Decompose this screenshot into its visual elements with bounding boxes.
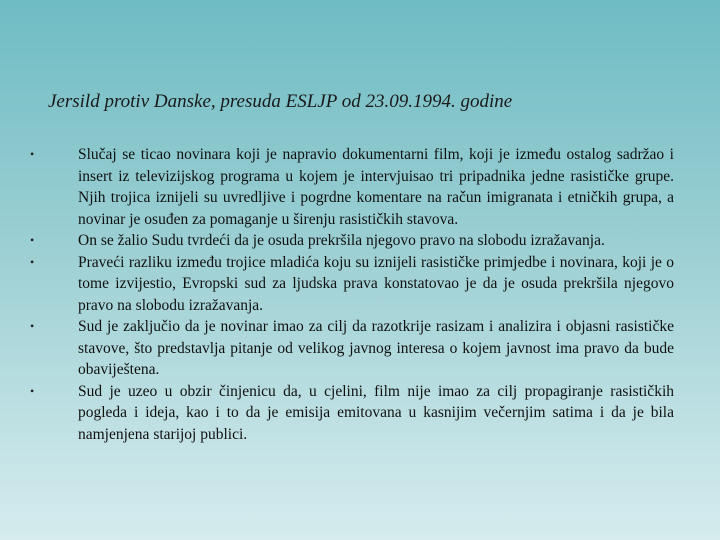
slide-title: Jersild protiv Danske, presuda ESLJP od 23.09.1994. godine (48, 91, 513, 112)
bullet-text: On se žalio Sudu tvrdeći da je osuda prekršila njegovo pravo na slobodu izražavanja. (78, 232, 605, 249)
bullet-text: Sud je zaključio da je novinar imao za cilj da razotkrije rasizam i analizira i objasni rasističke stavove, što predstavlja pitanje od velikog javnog interesa o kojem javnost ima pravo da bude obaviještena. (78, 318, 674, 378)
list-item (30, 381, 674, 446)
list-item (30, 230, 674, 252)
bullet-icon: • (30, 254, 35, 269)
bullet-list (30, 144, 674, 445)
bullet-icon: • (30, 319, 35, 333)
bullet-text: Praveći razliku između trojice mladića koju su iznijeli rasističke primjedbe i novinara, koji je o tome izvijestio, Evropski sud za ljudska prava konstatovao je da je osuda prekršila njegovo pravo na slobodu izražavanja. (78, 253, 674, 314)
bullet-icon: • (30, 147, 35, 161)
bullet-icon: • (30, 233, 35, 247)
list-item (30, 144, 674, 230)
list-item (30, 316, 674, 381)
bullet-text: Sud je uzeo u obzir činjenicu da, u cjelini, film nije imao za cilj propagiranje rasističkih pogleda i ideja, kao i to da je emisija emitovana u kasnijim večernjim satima i da je bila namjenjena starijoj publici. (78, 382, 674, 443)
list-item (30, 252, 674, 317)
bullet-text: Slučaj se ticao novinara koji je napravio dokumentarni film, koji je između ostalog sadržao i insert iz televizijskog programa u kojem je intervjuisao tri pripadnika jedne rasističke grupe. Njih trojica iznijeli su uvredljive i pogrdne komentare na račun imigranata i etničkih grupa, a novinar je osuđen za pomaganje u širenju rasističkih stavova. (78, 146, 674, 228)
bullet-icon: • (30, 383, 35, 398)
